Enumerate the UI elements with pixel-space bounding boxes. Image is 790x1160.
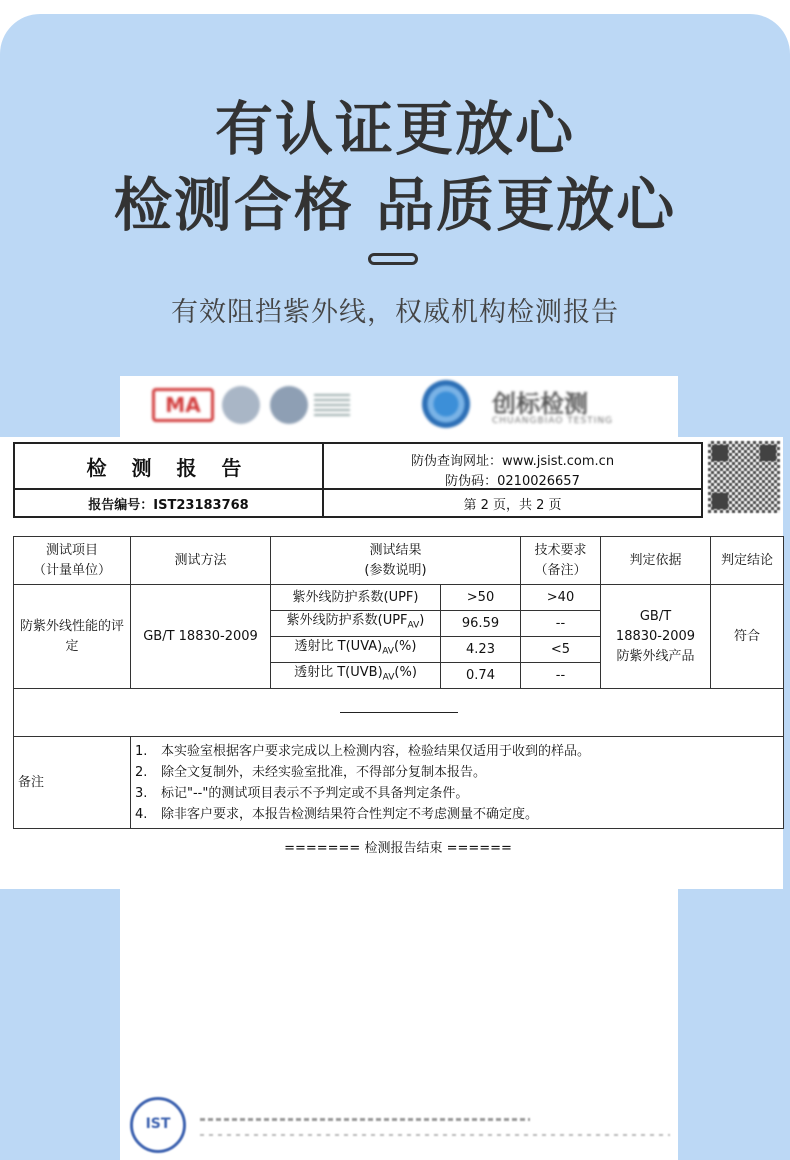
- table-header-row: [14, 537, 784, 585]
- blank-row: [14, 689, 784, 737]
- requirement: <5: [521, 637, 601, 663]
- blank-cell: [14, 689, 784, 737]
- blank-line: [340, 712, 458, 713]
- param: 紫外线防护系数$(UPF_{AV})$: [271, 611, 441, 637]
- notes-row: [14, 737, 784, 829]
- page-info: 第 2 页，共 2 页: [463, 498, 562, 513]
- value: 96.59: [441, 611, 521, 637]
- conclusion: 符合: [711, 585, 784, 689]
- item-name: 防紫外线性能的评定: [14, 585, 131, 689]
- col-header-basis: 判定依据: [601, 537, 711, 585]
- headline-line2: 检测合格 品质更放心: [113, 171, 677, 239]
- requirement: >40: [521, 585, 601, 611]
- requirement: --: [521, 663, 601, 689]
- certification-logos: [150, 380, 620, 435]
- ist-seal: IST: [130, 1097, 186, 1153]
- note-item: 3. 标记"--"的测试项目表示不予判定或不具备判定条件。: [135, 785, 469, 801]
- notes-label: 备注: [14, 737, 131, 829]
- method: GB/T 18830-2009: [131, 585, 271, 689]
- value: 4.23: [441, 637, 521, 663]
- param: 紫外线防护系数(UPF): [271, 585, 441, 611]
- report-header-table: [13, 442, 703, 518]
- report-end-line: ======= 检测报告结束 ======: [284, 841, 512, 856]
- table-row: [14, 585, 784, 611]
- brand-name: 创标检测: [492, 390, 588, 418]
- basis: GB/T 18830-2009 防紫外线产品: [601, 585, 711, 689]
- col-header-requirement: 技术要求 （备注）: [521, 537, 601, 585]
- col-header-item: 测试项目 （计量单位）: [14, 537, 131, 585]
- subtitle: 有效阻挡紫外线，权威机构检测报告: [171, 297, 619, 328]
- value: 0.74: [441, 663, 521, 689]
- col-header-method: 测试方法: [131, 537, 271, 585]
- param: 透射比 $T(UVB)_{AV}(\%)$: [271, 663, 441, 689]
- cnas-logo: [270, 386, 308, 424]
- note-item: 2. 除全文复制外，未经实验室批准，不得部分复制本报告。: [135, 764, 487, 780]
- notes-content: [131, 737, 784, 829]
- param: 透射比 $T(UVA)_{AV}(\%)$: [271, 637, 441, 663]
- ilac-logo: [222, 386, 260, 424]
- requirement: --: [521, 611, 601, 637]
- col-header-result: 测试结果 (参数说明): [271, 537, 521, 585]
- anti-fake-code: 防伪码：0210026657: [445, 474, 580, 489]
- report-excerpt: [0, 437, 783, 889]
- results-table: [13, 536, 784, 829]
- cma-logo: MA: [152, 388, 214, 422]
- note-item: 1. 本实验室根据客户要求完成以上检测内容，检验结果仅适用于收到的样品。: [135, 743, 591, 759]
- query-url: 防伪查询网址：www.jsist.com.cn: [410, 454, 615, 469]
- footer-fine-print: [200, 1118, 670, 1148]
- qr-code: [708, 441, 780, 513]
- note-item: 4. 除非客户要求，本报告检测结果符合性判定不考虑测量不确定度。: [135, 806, 539, 822]
- report-number: 报告编号：IST23183768: [88, 498, 249, 513]
- brand-subtitle: CHUANGBIAO TESTING: [492, 416, 614, 426]
- headline-line1: 有认证更放心: [214, 95, 575, 163]
- ist-logo: [422, 380, 470, 428]
- cnas-text: [314, 394, 350, 416]
- report-title: 检 测 报 告: [86, 456, 251, 480]
- divider-pill: [368, 253, 418, 265]
- col-header-conclusion: 判定结论: [711, 537, 784, 585]
- value: >50: [441, 585, 521, 611]
